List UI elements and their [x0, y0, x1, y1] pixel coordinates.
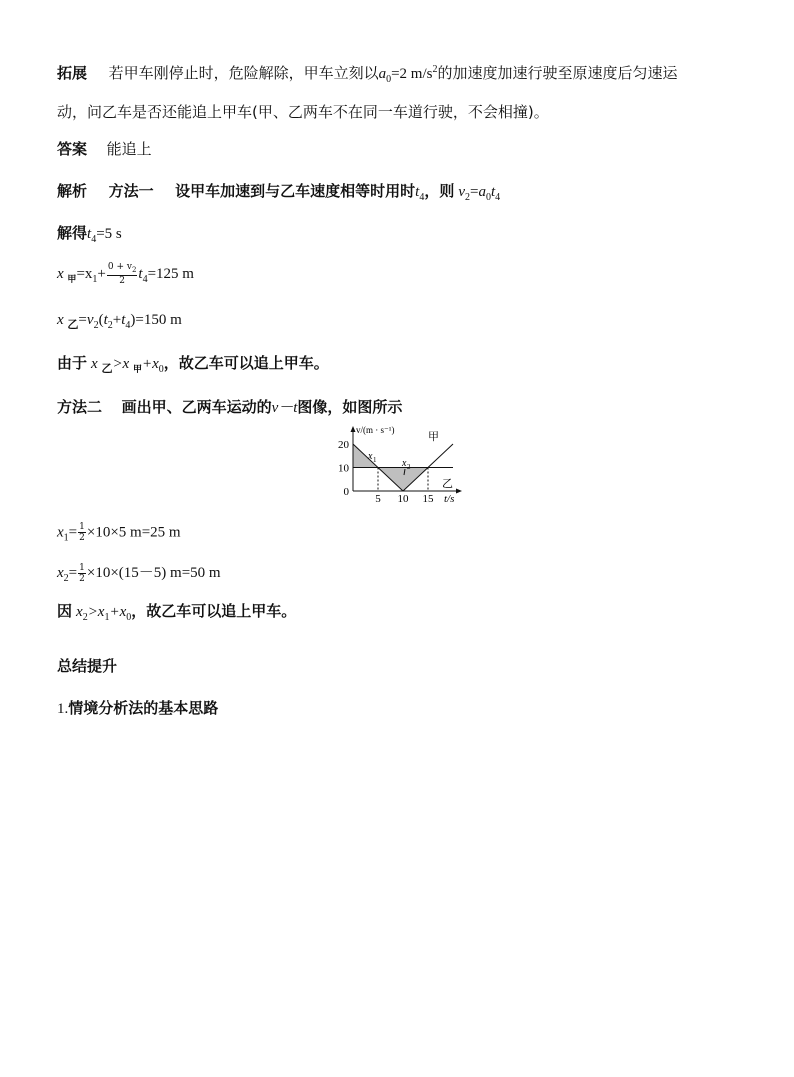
answer-label: 答案 — [57, 140, 88, 158]
area-x2 — [378, 468, 428, 492]
y-tick-label: 0 — [343, 486, 349, 498]
v-var: v — [86, 312, 94, 328]
x-jia-result: =125 m — [147, 265, 194, 282]
x-tick-label: 5 — [375, 493, 381, 505]
vt-label: v－t — [271, 400, 298, 416]
concl1-sub3: 0 — [158, 364, 164, 375]
t4-sub-2: 4 — [142, 273, 148, 285]
fraction-num: 0 + v — [107, 262, 132, 272]
x-yi-eq: = — [78, 312, 87, 328]
x-axis-label: t/s — [444, 493, 455, 505]
analysis-label: 解析 — [57, 182, 88, 200]
x1-result: ×10×5 m=25 m — [86, 524, 181, 541]
method1-then: ，则 — [424, 182, 455, 200]
concl1-x: x — [91, 356, 102, 372]
extension-text-1: 若甲车刚停止时，危险解除，甲车立刻以 — [108, 64, 379, 82]
y-tick-label: 10 — [338, 462, 349, 475]
answer-text: 能追上 — [106, 140, 152, 158]
method1-label: 方法一 — [108, 182, 154, 200]
solve-result: =5 s — [96, 226, 122, 242]
vt-chart — [335, 423, 465, 509]
plus-yi: + — [112, 312, 122, 328]
t4-sub: 4 — [419, 192, 425, 203]
a0-sub: 0 — [386, 74, 392, 85]
x1-frac-num: 1 — [79, 522, 85, 532]
x-tick-label: 15 — [422, 493, 434, 505]
concl2-pre: 因 — [57, 602, 73, 620]
t2-var: t — [103, 312, 108, 328]
solve-var: t — [87, 226, 92, 242]
x-yi-sub: 乙 — [67, 318, 79, 331]
x1-sub: 1 — [92, 273, 98, 285]
concl2-x0sub: 0 — [126, 612, 132, 623]
x-var-yi: x — [57, 312, 68, 328]
x2-var: x — [57, 565, 64, 581]
x2-frac-num: 1 — [79, 562, 85, 573]
summary-title: 总结提升 — [57, 657, 118, 675]
y-axis-label: v/(m · s⁻¹) — [356, 425, 395, 435]
x-jia-eq: =x — [76, 265, 93, 282]
fraction — [107, 262, 138, 286]
series-yi-name: 乙 — [442, 477, 453, 490]
x1-fraction — [78, 522, 86, 543]
method1-text: 设甲车加速到与乙车速度相等时用时 — [175, 182, 416, 200]
x2-equation — [57, 561, 221, 584]
y-axis-arrow — [351, 426, 356, 432]
x-jia-sub: 甲 — [67, 274, 77, 285]
x2-result: ×10×(15－5) m=50 m — [86, 565, 221, 581]
method2-line — [57, 396, 402, 417]
annotation-x1: x — [368, 451, 373, 462]
x-yi-line — [57, 310, 182, 332]
concl1-plus: +x — [141, 356, 159, 372]
a0-var-2: a — [478, 184, 486, 200]
summary-item-1 — [57, 697, 218, 718]
conclusion-1 — [57, 352, 329, 376]
method2-post: 图像，如图所示 — [297, 398, 403, 416]
conclusion-2 — [57, 600, 296, 623]
x-yi-result: )=150 m — [130, 312, 182, 328]
x1-frac-den: 2 — [79, 533, 85, 543]
concl2-x1sub: 1 — [104, 612, 110, 623]
x1-var: x — [57, 524, 64, 541]
accel-sup: 2 — [432, 64, 438, 75]
v-sub: 2 — [93, 320, 99, 331]
t2-sub: 2 — [107, 320, 113, 331]
concl2-plus: +x — [109, 604, 127, 620]
answer-line — [57, 138, 152, 159]
v2-var: v — [458, 184, 466, 200]
extension-label: 拓展 — [57, 64, 88, 82]
extension-text-3: 动，问乙车是否还能追上甲车(甲、乙两车不在同一车道行驶，不会相撞)。 — [57, 103, 549, 121]
method2-text: 画出甲、乙两车运动的 — [121, 398, 272, 416]
x2-frac-den: 2 — [79, 573, 85, 584]
annotation-x1-sub: 1 — [373, 456, 377, 464]
concl1-post: ，故乙车可以追上甲车。 — [163, 354, 329, 372]
x1-equation — [57, 522, 181, 544]
x-jia-line — [57, 262, 194, 286]
item1-number: 1. — [57, 701, 69, 717]
x2-fraction — [78, 563, 86, 584]
concl2-x2sub: 2 — [82, 612, 88, 623]
solve-sub: 4 — [91, 234, 97, 245]
extension-text-2: 的加速度加速行驶至原速度后匀速运 — [437, 64, 678, 82]
solve-label: 解得 — [57, 224, 88, 242]
t4-var: t — [415, 184, 420, 200]
fraction-den: 2 — [119, 275, 126, 286]
solve-line — [57, 222, 122, 245]
v2-sub: 2 — [465, 192, 471, 203]
x-tick-label: 10 — [397, 493, 409, 505]
concl2-post: ，故乙车可以追上甲车。 — [131, 602, 297, 620]
plus: + — [97, 265, 106, 282]
x1-var-sub: 1 — [63, 532, 69, 544]
a0-sub-2: 0 — [486, 192, 491, 203]
annotation-x2-sub: 2 — [407, 463, 411, 471]
concl1-sub2: 甲 — [132, 365, 142, 375]
concl1-gt: >x — [112, 356, 133, 372]
fraction-num-sub: 2 — [131, 265, 137, 274]
summary-heading — [57, 655, 117, 676]
series-jia-segment — [428, 444, 453, 468]
extension-line-2 — [57, 101, 549, 122]
t-sub: 4 — [495, 192, 501, 203]
annotation-x2: x — [402, 458, 407, 469]
x2-var-sub: 2 — [63, 573, 69, 584]
t4-var-3: t — [121, 312, 126, 328]
concl1-pre: 由于 — [57, 354, 88, 372]
t4-var-2: t — [138, 265, 143, 282]
x2-eq: = — [68, 565, 78, 581]
t-var: t — [491, 184, 496, 200]
accel-value: =2 m/s — [391, 66, 433, 82]
vt-chart-svg — [335, 423, 465, 505]
x-axis-arrow — [456, 489, 462, 494]
concl2-x2: x — [76, 604, 83, 620]
extension-line-1 — [57, 62, 678, 85]
series-jia-name: 甲 — [428, 430, 439, 443]
y-tick-label: 20 — [338, 439, 349, 451]
a0-var: a — [378, 66, 387, 82]
paren-open: ( — [98, 312, 104, 328]
t4-sub-3: 4 — [125, 320, 131, 331]
equals: = — [470, 184, 479, 200]
x1-eq: = — [68, 524, 78, 541]
concl2-gt: >x — [87, 604, 105, 620]
concl1-sub: 乙 — [101, 362, 113, 375]
item1-text: 情境分析法的基本思路 — [68, 699, 219, 717]
x-var: x — [57, 265, 68, 282]
method2-label: 方法二 — [57, 398, 103, 416]
analysis-line — [57, 180, 500, 203]
